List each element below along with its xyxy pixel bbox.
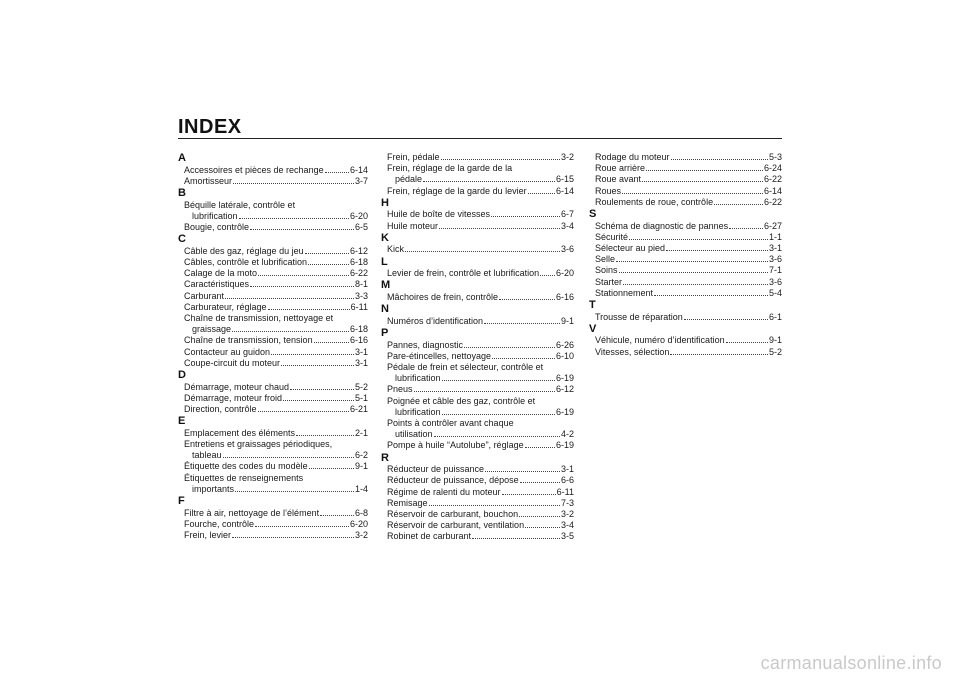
- index-entry-page: 6-7: [560, 209, 574, 220]
- dot-leader: [499, 292, 555, 300]
- index-entry-page: 6-10: [555, 350, 574, 361]
- index-entry-label: Réducteur de puissance, dépose: [387, 475, 519, 486]
- index-entry-label: Sélecteur au pied: [595, 243, 666, 254]
- index-entry-label: Mâchoires de frein, contrôle: [387, 292, 499, 302]
- dot-leader: [623, 277, 768, 285]
- dot-leader: [255, 519, 349, 527]
- index-entry-page: 6-20: [349, 210, 368, 221]
- index-entry: [381, 498, 574, 509]
- index-entry-label: Étiquette des codes du modèle: [184, 461, 308, 472]
- index-entry: [178, 268, 368, 279]
- dot-leader: [223, 450, 354, 458]
- index-entry-page: 3-4: [560, 520, 574, 531]
- index-entry: [178, 222, 368, 233]
- dot-leader: [619, 265, 768, 273]
- index-entry-page: 3-2: [560, 509, 574, 520]
- index-entry-page: 4-2: [560, 429, 574, 440]
- index-entry-label: lubrification: [395, 373, 441, 384]
- index-entry-page: 1-4: [354, 483, 368, 494]
- dot-leader: [726, 335, 768, 343]
- index-entry-page: 2-1: [354, 427, 368, 438]
- index-letter: K: [381, 231, 389, 244]
- dot-leader: [670, 347, 768, 355]
- index-entry-label: Pneus: [387, 384, 413, 395]
- index-entry: [381, 384, 574, 395]
- dot-leader: [442, 373, 555, 381]
- index-letter: L: [381, 255, 388, 268]
- index-entry: [381, 152, 574, 163]
- index-entry: [178, 461, 368, 472]
- index-entry-page: 6-12: [555, 384, 574, 395]
- index-entry-label: Coupe-circuit du moteur: [184, 357, 281, 368]
- dot-leader: [616, 254, 768, 262]
- index-entry: [381, 509, 574, 520]
- index-entry-text: Frein, réglage de la garde de la: [387, 163, 513, 174]
- index-entry-label: pédale: [395, 174, 423, 185]
- index-entry-text: Poignée et câble des gaz, contrôle et: [387, 395, 536, 406]
- index-entry-label: Schéma de diagnostic de pannes: [595, 220, 729, 231]
- index-letter: S: [589, 208, 597, 221]
- dot-leader: [439, 221, 560, 229]
- index-entry-page: 6-22: [763, 196, 782, 207]
- index-entry-label: Selle: [595, 254, 616, 265]
- index-entry-label: Roue arrière: [595, 163, 646, 174]
- index-entry-page: 3-6: [768, 254, 782, 265]
- dot-leader: [233, 176, 354, 184]
- dot-leader: [484, 316, 560, 324]
- index-entry: [381, 407, 574, 418]
- index-letter: V: [589, 322, 597, 335]
- dot-leader: [325, 165, 349, 173]
- index-entry: [589, 221, 782, 232]
- dot-leader: [666, 243, 768, 251]
- index-entry-label: Réservoir de carburant, ventilation: [387, 520, 525, 531]
- index-entry-page: 5-2: [768, 346, 782, 357]
- index-entry-label: Roue avant: [595, 174, 642, 185]
- index-entry: [381, 268, 574, 279]
- index-entry-text: Pédale de frein et sélecteur, contrôle et: [387, 362, 544, 372]
- dot-leader: [472, 531, 560, 539]
- index-entry: [589, 174, 782, 185]
- index-entry: [178, 484, 368, 495]
- index-entry-label: Direction, contrôle: [184, 404, 257, 415]
- dot-leader: [271, 347, 354, 355]
- dot-leader: [671, 152, 768, 160]
- index-entry: [381, 292, 574, 303]
- index-entry-label: Chaîne de transmission, tension: [184, 335, 313, 346]
- index-entry: [589, 163, 782, 174]
- index-entry-page: 6-20: [349, 518, 368, 529]
- index-entry-label: Caractéristiques: [184, 279, 250, 290]
- index-entry-page: 6-16: [349, 335, 368, 346]
- index-entry-page: 6-14: [349, 164, 368, 175]
- index-entry-page: 6-14: [763, 185, 782, 196]
- index-letter: B: [178, 187, 186, 199]
- index-entry-label: Frein, pédale: [387, 152, 440, 162]
- index-column-2: [381, 152, 574, 543]
- index-letter: T: [589, 299, 596, 312]
- index-entry-page: 3-7: [354, 175, 368, 186]
- index-entry: [381, 209, 574, 220]
- index-entry: [178, 450, 368, 461]
- index-entry-label: Régime de ralenti du moteur: [387, 486, 501, 497]
- index-entry: [381, 440, 574, 451]
- index-entry: [178, 211, 368, 222]
- dot-leader: [268, 302, 350, 310]
- index-entry-text: Entretiens et graissages périodiques,: [184, 439, 333, 450]
- index-entry-label: Véhicule, numéro d’identification: [595, 335, 725, 346]
- dot-leader: [225, 291, 354, 299]
- index-entry-label: Carburateur, réglage: [184, 301, 267, 312]
- dot-leader: [646, 163, 763, 171]
- dot-leader: [296, 428, 354, 436]
- index-entry: [178, 165, 368, 176]
- dot-leader: [441, 152, 560, 160]
- index-entry-label: graissage: [192, 324, 232, 335]
- dot-leader: [464, 340, 555, 348]
- index-entry: [589, 243, 782, 254]
- index-entry: [381, 373, 574, 384]
- index-entry: [381, 475, 574, 486]
- index-entry-label: Vitesses, sélection: [595, 346, 670, 357]
- index-entry-label: Amortisseur: [184, 175, 233, 186]
- index-entry-page: 6-27: [763, 220, 782, 231]
- index-entry-page: 6-19: [555, 406, 574, 417]
- dot-leader: [442, 407, 555, 415]
- index-entry-text: Points à contrôler avant chaque: [387, 418, 514, 429]
- index-entry: [178, 324, 368, 335]
- index-entry-page: 6-24: [763, 163, 782, 174]
- dot-leader: [492, 351, 555, 359]
- index-entry: [589, 312, 782, 323]
- index-entry-label: Robinet de carburant: [387, 531, 472, 542]
- index-entry-page: 6-1: [768, 311, 782, 322]
- index-entry-page: 5-1: [354, 392, 368, 403]
- index-entry: [178, 428, 368, 439]
- index-entry-page: 6-26: [555, 339, 574, 350]
- index-entry-label: Accessoires et pièces de rechange: [184, 164, 324, 175]
- dot-leader: [308, 257, 349, 265]
- index-letter: P: [381, 327, 389, 339]
- index-entry-text: Béquille latérale, contrôle et: [184, 199, 296, 210]
- dot-leader: [528, 186, 555, 194]
- index-entry-label: Roues: [595, 185, 622, 196]
- dot-leader: [414, 384, 555, 392]
- index-entry: [178, 257, 368, 268]
- index-entry-label: importants: [192, 483, 235, 494]
- index-entry-page: 6-16: [555, 292, 574, 302]
- index-entry-page: 6-11: [350, 301, 368, 312]
- index-column-3: [589, 152, 782, 358]
- index-letter: E: [178, 415, 186, 428]
- index-entry: [589, 277, 782, 288]
- index-entry-label: Câble des gaz, réglage du jeu: [184, 245, 304, 256]
- index-entry: [178, 176, 368, 187]
- dot-leader: [232, 530, 354, 538]
- dot-leader: [250, 279, 354, 287]
- index-entry-page: 3-3: [354, 290, 368, 301]
- index-entry-page: 6-14: [555, 185, 574, 196]
- dot-leader: [642, 174, 763, 182]
- page-title: INDEX: [178, 116, 242, 138]
- dot-leader: [320, 508, 354, 516]
- index-entry-label: Numéros d’identification: [387, 315, 484, 326]
- index-entry-label: Bougie, contrôle: [184, 222, 250, 232]
- index-entry-page: 6-20: [555, 268, 574, 279]
- index-entry: [381, 340, 574, 351]
- index-entry: [589, 347, 782, 358]
- index-entry-label: Réducteur de puissance: [387, 464, 485, 475]
- index-entry: [178, 530, 368, 541]
- index-entry-page: 6-12: [349, 245, 368, 256]
- index-letter: H: [381, 196, 389, 209]
- index-entry-page: 6-19: [555, 373, 574, 384]
- dot-leader: [622, 186, 763, 194]
- index-entry: [589, 265, 782, 276]
- index-entry-page: 3-6: [560, 244, 574, 255]
- index-column-1: [178, 152, 368, 541]
- index-entry: [381, 174, 574, 185]
- index-entry: [178, 279, 368, 290]
- index-entry-page: 5-2: [354, 381, 368, 392]
- index-entry-label: Frein, réglage de la garde du levier: [387, 185, 527, 196]
- dot-leader: [519, 509, 560, 517]
- index-entry: [178, 404, 368, 415]
- index-entry-label: tableau: [192, 450, 222, 461]
- dot-leader: [250, 222, 354, 230]
- index-entry-label: Fourche, contrôle: [184, 518, 255, 529]
- dot-leader: [654, 288, 768, 296]
- index-entry-page: 3-2: [354, 530, 368, 541]
- index-entry-label: Soins: [595, 265, 618, 276]
- index-entry: [381, 520, 574, 531]
- index-entry: [589, 186, 782, 197]
- index-entry: [178, 393, 368, 404]
- index-entry-label: lubrification: [192, 210, 238, 221]
- dot-leader: [239, 211, 349, 219]
- watermark: carmanualsonline.info: [760, 653, 942, 673]
- index-entry-page: 7-3: [560, 497, 574, 508]
- index-entry-label: Remisage: [387, 497, 428, 508]
- index-entry-label: Démarrage, moteur chaud: [184, 381, 290, 392]
- index-letter: M: [381, 279, 391, 292]
- index-entry: [589, 152, 782, 163]
- dot-leader: [305, 246, 349, 254]
- index-entry-label: Contacteur au guidon: [184, 346, 271, 357]
- index-entry-page: 3-2: [560, 152, 574, 162]
- index-entry-page: 9-1: [354, 461, 368, 472]
- index-entry-label: Carburant: [184, 290, 225, 301]
- dot-leader: [235, 484, 354, 492]
- index-letter: C: [178, 233, 186, 246]
- index-entry-page: 3-6: [768, 276, 782, 287]
- index-entry-page: 3-4: [560, 220, 574, 231]
- dot-leader: [729, 221, 763, 229]
- index-entry-label: Huile moteur: [387, 220, 439, 231]
- index-entry-page: 6-18: [349, 257, 368, 267]
- index-entry-page: 6-6: [560, 475, 574, 486]
- index-entry: [589, 197, 782, 208]
- index-entry-page: 3-1: [560, 464, 574, 475]
- dot-leader: [525, 440, 555, 448]
- index-entry-label: Rodage du moteur: [595, 152, 670, 162]
- index-entry: [178, 291, 368, 302]
- index-entry-label: Pannes, diagnostic: [387, 339, 464, 350]
- title-rule: [178, 138, 782, 139]
- index-entry: [178, 246, 368, 257]
- index-entry-label: Trousse de réparation: [595, 311, 683, 322]
- dot-leader: [283, 393, 354, 401]
- dot-leader: [525, 520, 560, 528]
- index-entry: [178, 358, 368, 369]
- index-entry: [178, 519, 368, 530]
- index-entry-page: 7-1: [768, 265, 782, 276]
- index-entry: [381, 244, 574, 255]
- index-entry-page: 9-1: [768, 335, 782, 346]
- index-entry-label: Câbles, contrôle et lubrification: [184, 257, 308, 267]
- dot-leader: [714, 197, 763, 205]
- dot-leader: [429, 498, 560, 506]
- dot-leader: [405, 244, 560, 252]
- dot-leader: [629, 232, 768, 240]
- index-entry-label: Levier de frein, contrôle et lubrification: [387, 268, 540, 279]
- index-entry: [178, 335, 368, 346]
- index-entry-label: Kick: [387, 244, 405, 255]
- index-letter: F: [178, 495, 185, 508]
- index-entry-page: 8-1: [354, 279, 368, 290]
- dot-leader: [520, 475, 560, 483]
- dot-leader: [423, 174, 555, 182]
- index-entry-page: 5-3: [768, 152, 782, 162]
- index-entry-page: 6-11: [556, 486, 574, 497]
- index-entry-page: 3-1: [768, 243, 782, 254]
- index-entry-page: 6-15: [555, 174, 574, 185]
- index-entry-label: Filtre à air, nettoyage de l’élément: [184, 507, 320, 518]
- index-entry: [381, 221, 574, 232]
- index-entry: [381, 429, 574, 440]
- index-entry: [178, 302, 368, 313]
- index-entry-page: 5-4: [768, 287, 782, 298]
- index-entry: [381, 464, 574, 475]
- dot-leader: [314, 335, 349, 343]
- index-entry-page: 6-22: [349, 268, 368, 279]
- index-entry: [589, 288, 782, 299]
- index-entry-label: Réservoir de carburant, bouchon: [387, 509, 519, 520]
- index-entry-page: 9-1: [560, 315, 574, 326]
- index-entry: [381, 531, 574, 542]
- index-entry-page: 6-22: [763, 174, 782, 185]
- dot-leader: [309, 461, 354, 469]
- index-letter: R: [381, 451, 389, 464]
- index-entry-label: Sécurité: [595, 231, 629, 242]
- index-entry-label: Démarrage, moteur froid: [184, 392, 283, 403]
- index-entry: [589, 335, 782, 346]
- index-entry: [381, 186, 574, 197]
- index-entry-label: Roulements de roue, contrôle: [595, 196, 714, 207]
- dot-leader: [502, 487, 556, 495]
- index-entry-label: lubrification: [395, 406, 441, 417]
- index-entry: [381, 316, 574, 327]
- index-entry-label: Starter: [595, 276, 623, 287]
- index-entry-label: Stationnement: [595, 287, 654, 298]
- index-entry: [178, 347, 368, 358]
- index-entry-page: 6-5: [354, 222, 368, 232]
- index-entry: [381, 351, 574, 362]
- index-entry-page: 3-1: [354, 346, 368, 357]
- index-entry-label: utilisation: [395, 429, 433, 440]
- index-entry: [178, 508, 368, 519]
- index-entry-label: Pare-étincelles, nettoyage: [387, 350, 492, 361]
- index-entry-page: 1-1: [768, 231, 782, 242]
- index-entry-label: Emplacement des éléments: [184, 427, 296, 438]
- index-entry-text: Étiquettes de renseignements: [184, 472, 304, 483]
- dot-leader: [258, 268, 349, 276]
- index-entry-label: Huile de boîte de vitesses: [387, 209, 491, 220]
- dot-leader: [258, 404, 349, 412]
- index-entry-label: Calage de la moto: [184, 268, 258, 279]
- index-entry-page: 6-21: [349, 404, 368, 415]
- dot-leader: [281, 358, 354, 366]
- index-entry-page: 3-5: [560, 531, 574, 542]
- index-entry: [589, 254, 782, 265]
- index-entry: [589, 232, 782, 243]
- index-entry-page: 6-19: [555, 440, 574, 451]
- index-entry: [178, 382, 368, 393]
- index-entry-page: 3-1: [354, 357, 368, 368]
- dot-leader: [290, 382, 354, 390]
- index-entry-page: 6-2: [354, 450, 368, 461]
- index-entry-page: 6-18: [349, 324, 368, 335]
- index-entry-page: 6-8: [354, 507, 368, 518]
- index-entry: [381, 487, 574, 498]
- index-entry-text: Chaîne de transmission, nettoyage et: [184, 313, 334, 324]
- dot-leader: [485, 464, 560, 472]
- index-entry-label: Frein, levier: [184, 530, 232, 541]
- index-letter: N: [381, 303, 389, 316]
- dot-leader: [684, 312, 768, 320]
- dot-leader: [540, 268, 555, 276]
- dot-leader: [491, 209, 560, 217]
- dot-leader: [232, 324, 349, 332]
- index-letter: A: [178, 152, 186, 164]
- index-entry-label: Pompe à huile “Autolube”, réglage: [387, 440, 524, 451]
- dot-leader: [434, 429, 560, 437]
- index-letter: D: [178, 369, 186, 382]
